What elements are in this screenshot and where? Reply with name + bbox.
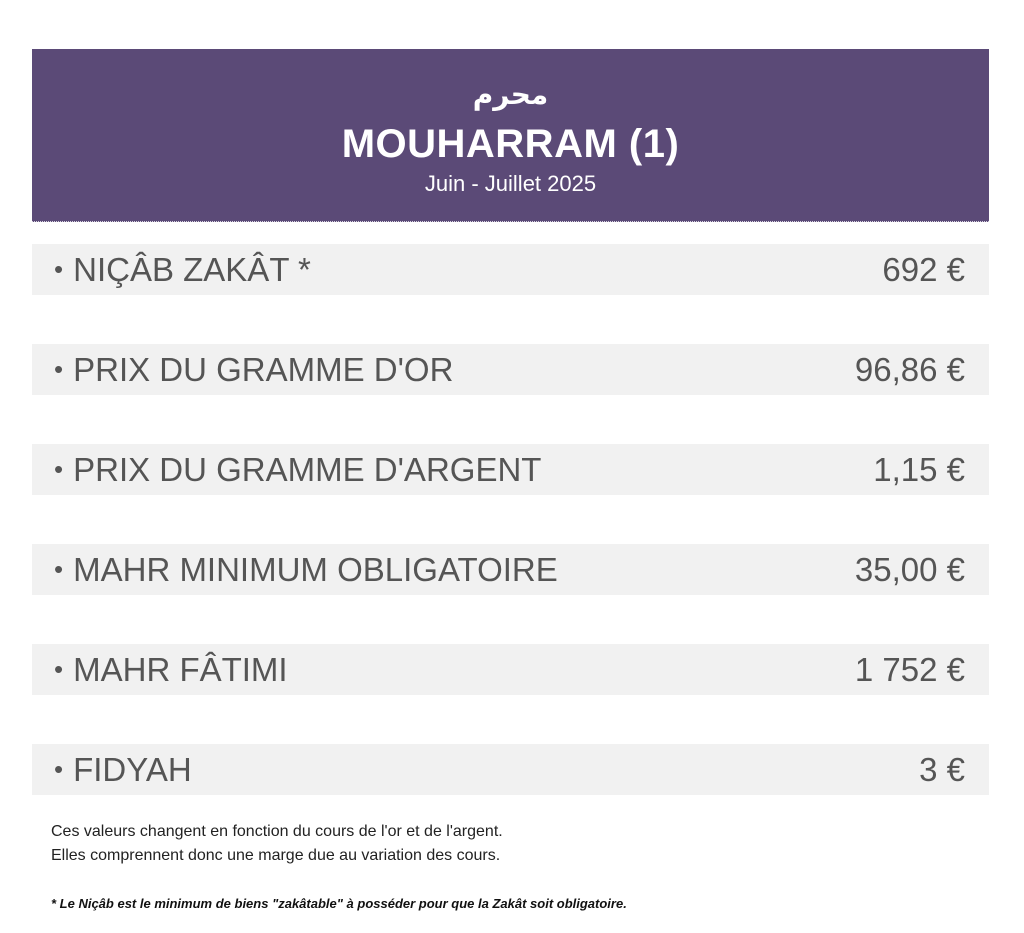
month-header xyxy=(32,49,989,222)
row-value: 3 € xyxy=(919,750,965,788)
row-gold-price xyxy=(32,344,989,395)
month-period: Juin - Juillet 2025 xyxy=(424,171,597,196)
row-value: 692 € xyxy=(882,250,965,288)
note-line-1: Ces valeurs changent en fonction du cours de l'or et de l'argent. xyxy=(51,823,503,840)
row-label: • PRIX DU GRAMME D'ARGENT xyxy=(54,451,541,489)
row-label: • MAHR FÂTIMI xyxy=(54,651,288,689)
row-value: 1,15 € xyxy=(873,450,965,488)
row-value: 96,86 € xyxy=(854,350,965,388)
row-mahr-minimum xyxy=(32,544,989,595)
month-title: MOUHARRAM (1) xyxy=(341,122,680,166)
row-label: • FIDYAH xyxy=(54,751,192,789)
row-silver-price xyxy=(32,444,989,495)
values-list xyxy=(32,244,989,844)
row-label: • MAHR MINIMUM OBLIGATOIRE xyxy=(54,551,558,589)
row-mahr-fatimi xyxy=(32,644,989,695)
note-line-2: Elles comprennent donc une marge due au variation des cours. xyxy=(51,847,501,864)
footnote: * Le Niçâb est le minimum de biens "zakâtable" à posséder pour que la Zakât soit obligatoire. xyxy=(51,896,627,911)
notes xyxy=(51,820,981,868)
row-value: 1 752 € xyxy=(854,650,965,688)
arabic-month-title: محرم xyxy=(472,78,549,111)
row-fidyah xyxy=(32,744,989,795)
row-nicab-zakat xyxy=(32,244,989,295)
row-label: • NIÇÂB ZAKÂT * xyxy=(54,251,311,289)
row-value: 35,00 € xyxy=(854,550,965,588)
row-label: • PRIX DU GRAMME D'OR xyxy=(54,351,453,389)
